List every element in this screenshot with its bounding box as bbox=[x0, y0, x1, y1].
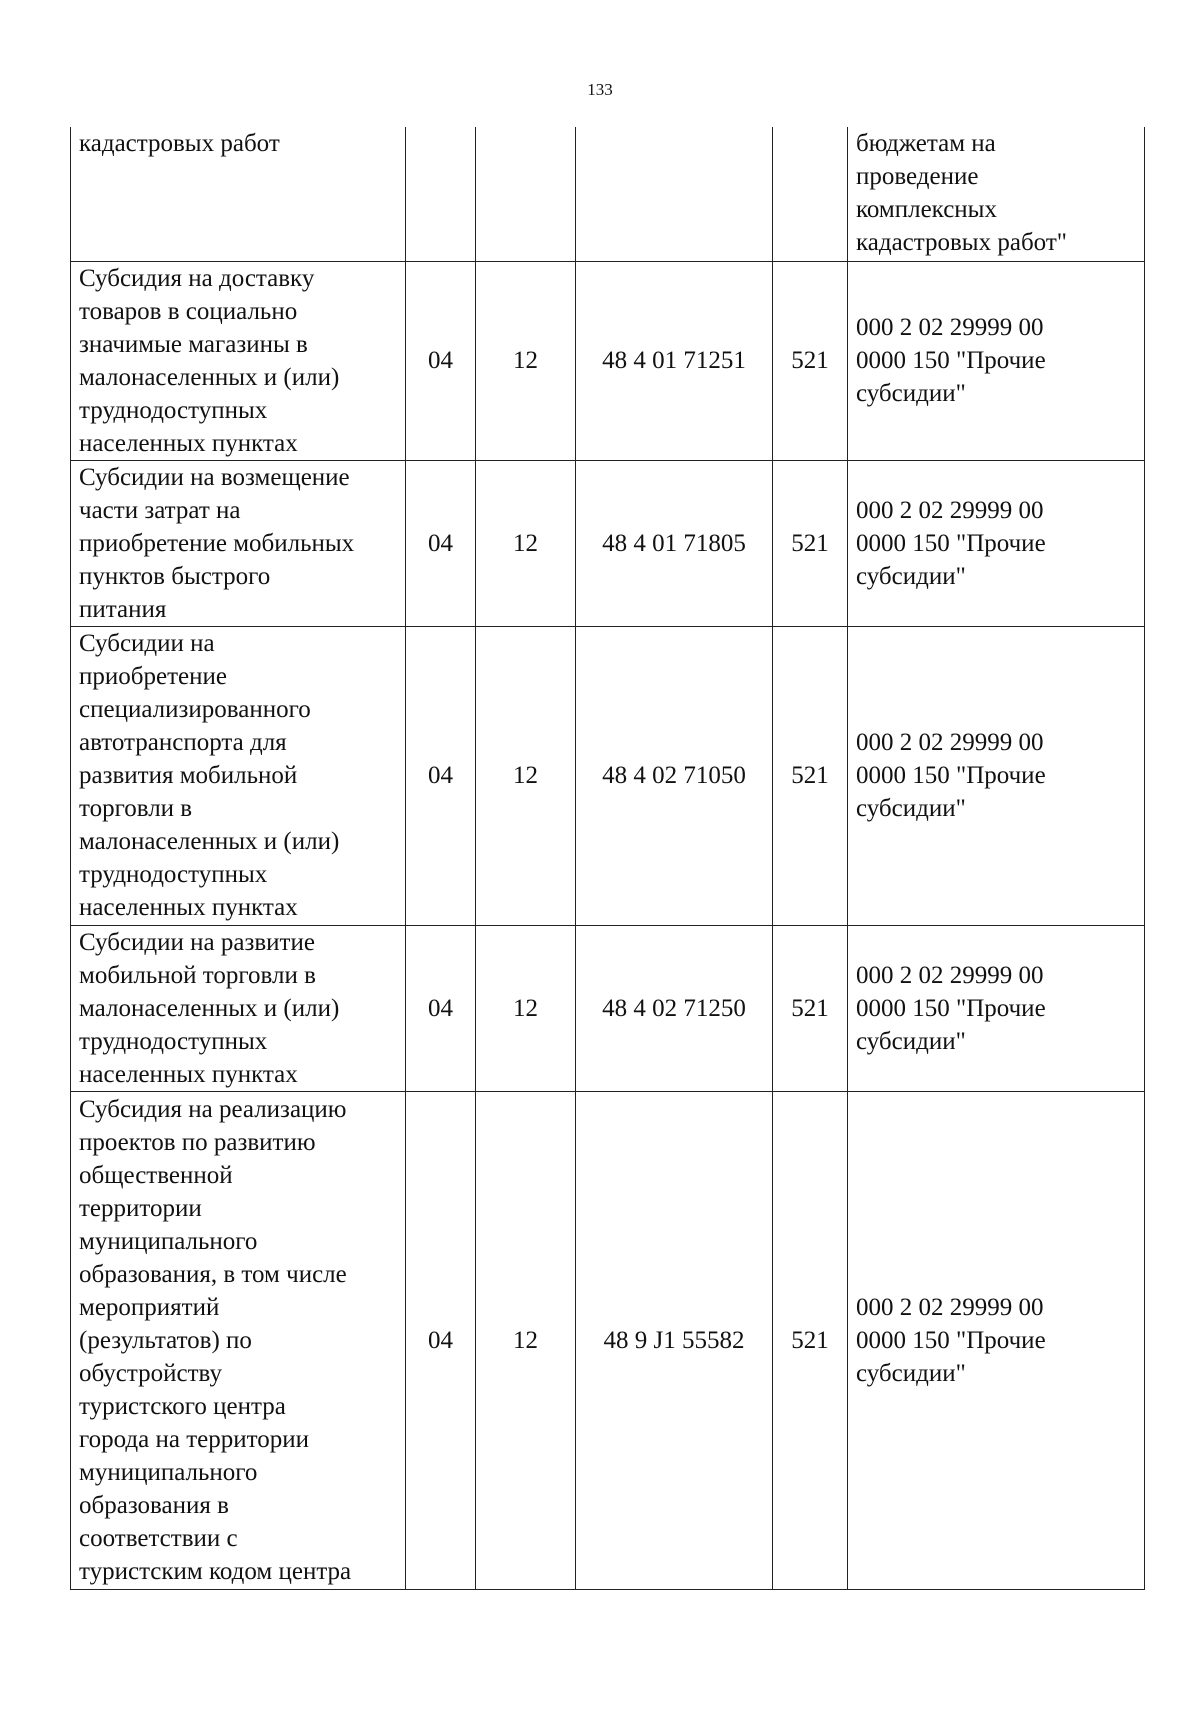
expense-type-cell bbox=[773, 127, 848, 261]
target-cell bbox=[576, 127, 773, 261]
expense-type-cell: 521 bbox=[773, 261, 848, 460]
table-row bbox=[71, 925, 1145, 1091]
revenue-code-cell: 000 2 02 29999 00 0000 150 "Прочие субсидии" bbox=[848, 925, 1145, 1091]
section-cell: 04 bbox=[406, 460, 476, 626]
table-row bbox=[71, 460, 1145, 626]
table-row bbox=[71, 1091, 1145, 1589]
target-cell: 48 4 02 71050 bbox=[576, 626, 773, 925]
section-cell: 04 bbox=[406, 626, 476, 925]
expense-type-cell: 521 bbox=[773, 626, 848, 925]
section-cell: 04 bbox=[406, 925, 476, 1091]
page-number: 133 bbox=[587, 80, 613, 99]
row-name-cell: Субсидии на приобретение специализированного автотранспорта для развития мобильной торговли в малонаселенных и (или) труднодоступных населенных пунктах bbox=[71, 626, 406, 925]
row-name-cell: Субсидия на реализацию проектов по развитию общественной территории муниципального образования, в том числе мероприятий (результатов) по обустройству туристского центра города на территории муниципального образования в соответствии с туристским кодом центра bbox=[71, 1091, 406, 1589]
row-name-cell: Субсидия на доставку товаров в социально значимые магазины в малонаселенных и (или) труднодоступных населенных пунктах bbox=[71, 261, 406, 460]
revenue-code-cell: 000 2 02 29999 00 0000 150 "Прочие субсидии" bbox=[848, 626, 1145, 925]
expense-type-cell: 521 bbox=[773, 460, 848, 626]
target-cell: 48 9 J1 55582 bbox=[576, 1091, 773, 1589]
subsection-cell bbox=[476, 127, 576, 261]
target-cell: 48 4 01 71805 bbox=[576, 460, 773, 626]
budget-table bbox=[70, 127, 1145, 1590]
row-name-cell: кадастровых работ bbox=[71, 127, 406, 261]
revenue-code-cell: бюджетам на проведение комплексных кадастровых работ" bbox=[848, 127, 1145, 261]
target-cell: 48 4 01 71251 bbox=[576, 261, 773, 460]
revenue-code-cell: 000 2 02 29999 00 0000 150 "Прочие субсидии" bbox=[848, 1091, 1145, 1589]
row-name-cell: Субсидии на развитие мобильной торговли в малонаселенных и (или) труднодоступных населенных пунктах bbox=[71, 925, 406, 1091]
revenue-code-cell: 000 2 02 29999 00 0000 150 "Прочие субсидии" bbox=[848, 460, 1145, 626]
section-cell bbox=[406, 127, 476, 261]
revenue-code-cell: 000 2 02 29999 00 0000 150 "Прочие субсидии" bbox=[848, 261, 1145, 460]
row-name-cell: Субсидии на возмещение части затрат на приобретение мобильных пунктов быстрого питания bbox=[71, 460, 406, 626]
subsection-cell: 12 bbox=[476, 626, 576, 925]
section-cell: 04 bbox=[406, 261, 476, 460]
target-cell: 48 4 02 71250 bbox=[576, 925, 773, 1091]
section-cell: 04 bbox=[406, 1091, 476, 1589]
subsection-cell: 12 bbox=[476, 460, 576, 626]
table-row bbox=[71, 127, 1145, 261]
subsection-cell: 12 bbox=[476, 1091, 576, 1589]
expense-type-cell: 521 bbox=[773, 925, 848, 1091]
expense-type-cell: 521 bbox=[773, 1091, 848, 1589]
table-row bbox=[71, 261, 1145, 460]
subsection-cell: 12 bbox=[476, 261, 576, 460]
table-row bbox=[71, 626, 1145, 925]
subsection-cell: 12 bbox=[476, 925, 576, 1091]
